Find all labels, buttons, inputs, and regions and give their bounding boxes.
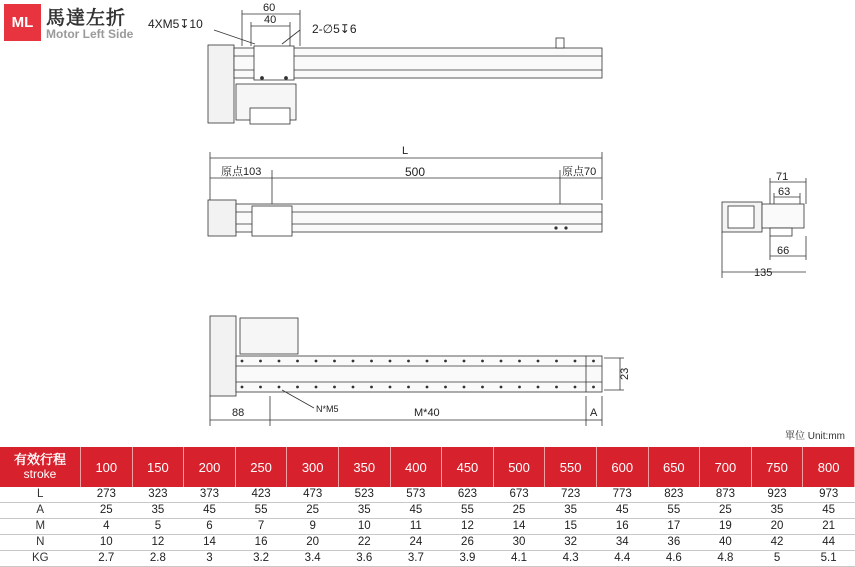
mount-hole [389,386,392,389]
dim-71: 71 [776,171,789,183]
table-cell: 17 [648,519,700,535]
dim-135: 135 [754,267,773,279]
mount-hole [555,360,558,363]
mount-hole [592,386,595,389]
table-cell: 10 [338,519,390,535]
table-cell: 14 [184,535,236,551]
mount-hole [426,360,429,363]
mount-hole [574,360,577,363]
table-cell: 5 [751,551,803,567]
mount-hole [481,386,484,389]
table-cell: 273 [81,487,133,503]
table-cell: 373 [184,487,236,503]
mount-hole [407,360,410,363]
dim-40: 40 [264,14,277,26]
dim-66: 66 [777,245,790,257]
mount-hole [444,386,447,389]
table-cell: 15 [545,519,597,535]
mount-hole [463,360,466,363]
mount-hole [389,360,392,363]
table-cell: 723 [545,487,597,503]
table-cell: 55 [235,503,287,519]
pin-spec: 2-∅5↧6 [312,22,357,36]
dim-holes: N*M5 [316,404,339,414]
dim-23: 23 [619,367,631,380]
stroke-col-header: 750 [751,447,803,487]
stroke-col-header: 450 [442,447,494,487]
row-label: KG [0,551,81,567]
table-cell: 3.4 [287,551,339,567]
dim-60: 60 [263,2,276,14]
table-cell: 25 [700,503,752,519]
table-cell: 55 [442,503,494,519]
table-cell: 34 [596,535,648,551]
table-cell: 4 [81,519,133,535]
table-cell: 26 [442,535,494,551]
table-cell: 3.6 [338,551,390,567]
mount-hole [518,386,521,389]
table-cell: 25 [493,503,545,519]
table-cell: 16 [235,535,287,551]
table-cell: 12 [442,519,494,535]
dim-88: 88 [232,407,245,419]
table-cell: 9 [287,519,339,535]
table-cell: 2.7 [81,551,133,567]
dim-A: A [590,407,598,419]
table-cell: 523 [338,487,390,503]
table-cell: 7 [235,519,287,535]
table-cell: 42 [751,535,803,551]
mount-hole [537,386,540,389]
table-cell: 21 [803,519,855,535]
stroke-header [0,447,81,487]
stroke-col-header: 400 [390,447,442,487]
ml-badge: ML [4,4,41,41]
unit-label: 單位 Unit:mm [785,431,845,442]
row-label: M [0,519,81,535]
table-cell: 4.4 [596,551,648,567]
stroke-col-header: 350 [338,447,390,487]
mount-hole [352,386,355,389]
table-cell: 45 [390,503,442,519]
origin-left: 原点103 [221,166,262,178]
table-cell: 2.8 [132,551,184,567]
table-cell: 423 [235,487,287,503]
table-cell: 24 [390,535,442,551]
table-cell: 22 [338,535,390,551]
top-view [208,10,602,124]
spec-table [0,447,855,567]
table-cell: 823 [648,487,700,503]
mount-hole [352,360,355,363]
table-cell: 473 [287,487,339,503]
table-cell: 973 [803,487,855,503]
table-cell: 36 [648,535,700,551]
mount-hole [333,386,336,389]
table-cell: 20 [287,535,339,551]
table-cell: 32 [545,535,597,551]
stroke-col-header: 650 [648,447,700,487]
stroke-col-header: 700 [700,447,752,487]
mount-hole [444,360,447,363]
table-cell: 25 [81,503,133,519]
end-view [722,178,806,278]
stroke-header-en: stroke [23,467,57,481]
table-cell: 6 [184,519,236,535]
table-cell: 3 [184,551,236,567]
table-cell: 573 [390,487,442,503]
table-row [0,535,855,551]
table-cell: 323 [132,487,184,503]
table-cell: 20 [751,519,803,535]
mount-hole [555,386,558,389]
table-cell: 5 [132,519,184,535]
table-header-row [0,447,855,487]
thread-spec: 4XM5↧10 [148,17,203,31]
table-row [0,503,855,519]
mount-hole [278,386,281,389]
table-cell: 55 [648,503,700,519]
stroke-col-header: 800 [803,447,855,487]
origin-right: 原点70 [562,166,597,178]
table-cell: 25 [287,503,339,519]
table-cell: 11 [390,519,442,535]
stroke-col-header: 300 [287,447,339,487]
mount-hole [315,360,318,363]
mount-hole [463,386,466,389]
table-cell: 3.7 [390,551,442,567]
mount-hole [241,386,244,389]
mount-hole [296,386,299,389]
mount-hole [500,360,503,363]
table-cell: 35 [132,503,184,519]
mount-hole [518,360,521,363]
mount-hole [259,360,262,363]
mount-hole [407,386,410,389]
dim-stroke: 500 [405,165,426,179]
mount-hole [241,360,244,363]
table-cell: 45 [596,503,648,519]
mount-hole [592,360,595,363]
table-row [0,551,855,567]
table-cell: 40 [700,535,752,551]
table-cell: 16 [596,519,648,535]
table-cell: 923 [751,487,803,503]
table-row [0,519,855,535]
table-cell: 45 [803,503,855,519]
table-cell: 12 [132,535,184,551]
table-cell: 4.1 [493,551,545,567]
mount-hole [259,386,262,389]
stroke-col-header: 600 [596,447,648,487]
dim-63: 63 [778,186,791,198]
table-cell: 14 [493,519,545,535]
table-row [0,487,855,503]
mount-hole [426,386,429,389]
stroke-col-header: 250 [235,447,287,487]
title-english: Motor Left Side [46,27,134,41]
table-cell: 3.9 [442,551,494,567]
mount-hole [500,386,503,389]
table-cell: 4.8 [700,551,752,567]
mount-hole [296,360,299,363]
stroke-col-header: 500 [493,447,545,487]
table-cell: 30 [493,535,545,551]
table-cell: 773 [596,487,648,503]
mount-hole [370,386,373,389]
table-body [0,487,855,567]
table-cell: 4.6 [648,551,700,567]
stroke-col-header: 150 [132,447,184,487]
stroke-col-header: 100 [81,447,133,487]
table-cell: 44 [803,535,855,551]
stroke-header-zh: 有效行程 [13,452,66,467]
table-cell: 873 [700,487,752,503]
row-label: L [0,487,81,503]
mount-hole [278,360,281,363]
table-cell: 45 [184,503,236,519]
table-cell: 623 [442,487,494,503]
stroke-col-header: 200 [184,447,236,487]
table-cell: 673 [493,487,545,503]
table-cell: 10 [81,535,133,551]
row-label: A [0,503,81,519]
table-cell: 35 [545,503,597,519]
stroke-col-header: 550 [545,447,597,487]
table-cell: 3.2 [235,551,287,567]
mount-hole [333,360,336,363]
dim-pitch: M*40 [414,407,440,419]
row-label: N [0,535,81,551]
mount-hole [537,360,540,363]
table-cell: 35 [751,503,803,519]
title-chinese: 馬達左折 [46,8,127,29]
mount-hole [370,360,373,363]
dim-L: L [402,145,409,157]
table-cell: 5.1 [803,551,855,567]
table-cell: 4.3 [545,551,597,567]
mount-hole [315,386,318,389]
mount-hole [574,386,577,389]
table-cell: 35 [338,503,390,519]
mount-hole [481,360,484,363]
table-cell: 19 [700,519,752,535]
